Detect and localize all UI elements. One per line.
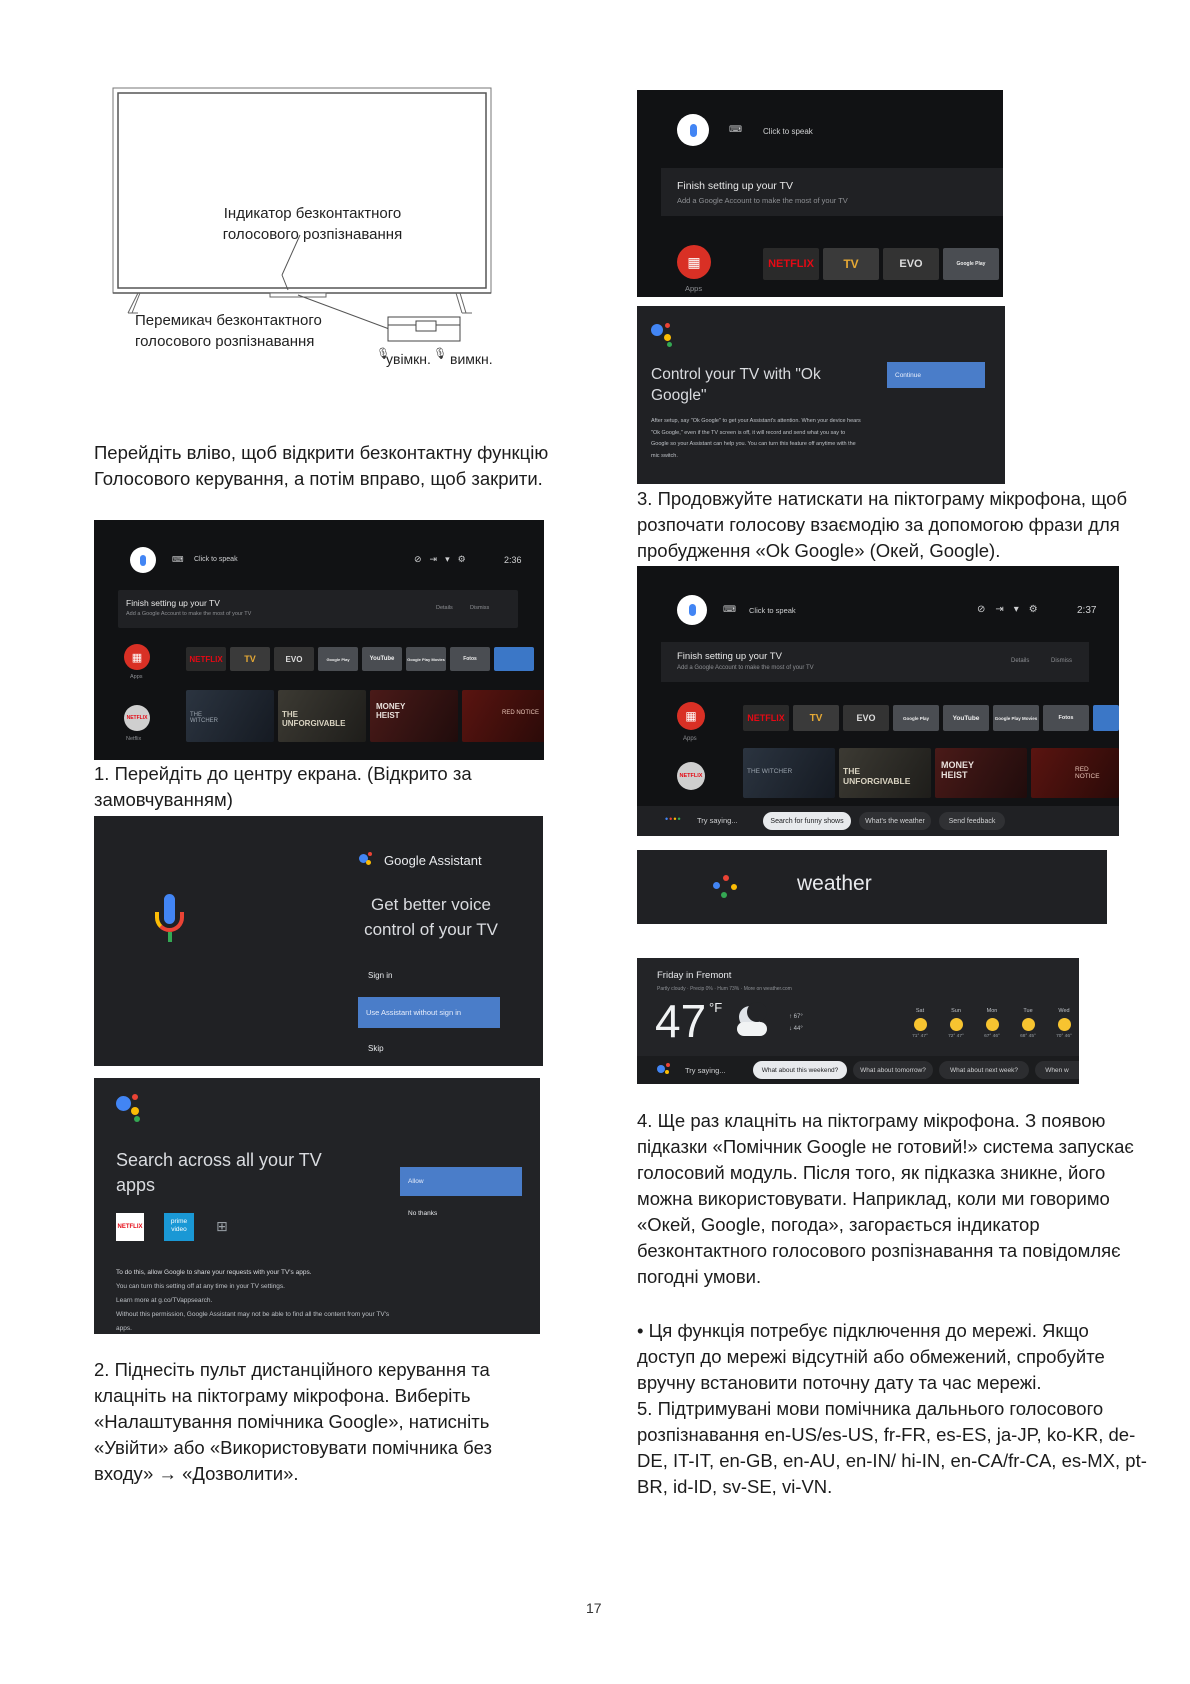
- app-tile-youtube[interactable]: YouTube: [362, 647, 402, 671]
- poster-money-heist[interactable]: MONEY HEIST: [370, 690, 458, 742]
- finish-sub: Add a Google Account to make the most of your TV: [126, 611, 252, 617]
- app-tile-evo[interactable]: EVO: [843, 705, 889, 731]
- app-tile-tv[interactable]: TV: [823, 248, 879, 280]
- netflix-icon[interactable]: NETFLIX: [124, 705, 150, 731]
- app-tile-fotos[interactable]: Fotos: [450, 647, 490, 671]
- forecast-row: [903, 1008, 1079, 1048]
- clock: 2:36: [504, 555, 522, 565]
- app-tile-evo[interactable]: EVO: [274, 647, 314, 671]
- step4-paragraph: 4. Ще раз клацніть на піктограму мікрофона. З появою підказки «Помічник Google не готовий!» система запускає голосовий модуль. Після того, як підказка зникне, його можна використовувати. Наприклад, коли ми говоримо «Окей, Google, погода», загорається індикатор безконтактного голосового розпізнавання та повідомляє погодні умови.: [637, 1110, 1134, 1287]
- app-tile-play[interactable]: Google Play: [943, 248, 999, 280]
- chip-when[interactable]: When w: [1035, 1061, 1079, 1079]
- home-screen-2: [637, 566, 1119, 836]
- allow-button[interactable]: Allow: [400, 1167, 522, 1196]
- details-button[interactable]: Details: [1011, 658, 1030, 664]
- assistant-dot-red: [368, 852, 372, 856]
- app-tile-youtube[interactable]: YouTube: [943, 705, 989, 731]
- ok-google-headline: Control your TV with "Ok Google": [651, 366, 821, 404]
- forecast-day: [975, 1008, 1009, 1039]
- apps-label: Apps: [130, 674, 143, 680]
- dismiss-button[interactable]: Dismiss: [1051, 658, 1072, 664]
- finish-setup-card[interactable]: [118, 590, 518, 628]
- svg-text:🎙: 🎙: [376, 347, 390, 360]
- click-to-speak: Click to speak: [749, 606, 796, 615]
- forecast-day-name: Mon: [986, 1008, 998, 1014]
- status-icons: ⊘⇥▾⚙: [977, 604, 1048, 615]
- sun-icon: [986, 1018, 999, 1031]
- poster-red-notice[interactable]: RED NOTICE: [462, 690, 544, 742]
- continue-button[interactable]: Continue: [887, 362, 985, 388]
- signin-headline: Get better voice control of your TV: [364, 895, 498, 939]
- status-icons: ⊘⇥▾⚙: [414, 554, 474, 564]
- click-to-speak: Click to speak: [194, 556, 238, 563]
- assistant-dot-red: [666, 1063, 670, 1067]
- app-tile-netflix[interactable]: NETFLIX: [743, 705, 789, 731]
- assistant-dot-blue: [651, 324, 663, 336]
- finish-title: Finish setting up your TV: [126, 598, 220, 608]
- app-tile-movies[interactable]: Google Play Movies: [406, 647, 446, 671]
- mic-icon: [689, 604, 696, 616]
- forecast-day-name: Wed: [1058, 1008, 1070, 1014]
- details-button[interactable]: Details: [436, 605, 453, 611]
- weather-query-bar: [637, 850, 1107, 924]
- click-to-speak: Click to speak: [763, 127, 813, 136]
- netflix-label: Netflix: [126, 736, 142, 742]
- skip-button[interactable]: Skip: [368, 1044, 384, 1053]
- chip-weather[interactable]: What's the weather: [859, 812, 931, 830]
- assistant-signin-screen: [94, 816, 543, 1066]
- assistant-dots-icon: ••••: [665, 814, 682, 824]
- netflix-app-logo: NETFLIX: [116, 1213, 144, 1241]
- keyboard-icon: ⌨: [729, 124, 742, 134]
- poster-money-heist[interactable]: MONEY HEIST: [935, 748, 1027, 798]
- home-screen-1: [94, 520, 544, 760]
- no-thanks-button[interactable]: No thanks: [408, 1210, 438, 1217]
- clock: 2:37: [1077, 605, 1097, 616]
- apps-icon[interactable]: ▦: [124, 644, 150, 670]
- body-line-3: Learn more at g.co/TVappsearch.: [116, 1297, 213, 1304]
- app-tile-play[interactable]: Google Play: [893, 705, 939, 731]
- forecast-day: [939, 1008, 973, 1039]
- dismiss-button[interactable]: Dismiss: [470, 605, 490, 611]
- step3-paragraph: 3. Продовжуйте натискати на піктограму мікрофона, щоб розпочати голосову взаємодію за допомогою фрази для пробудження «Ok Google» (Окей, Google).: [637, 488, 1128, 561]
- mic-button[interactable]: [677, 114, 709, 146]
- app-tile-netflix[interactable]: NETFLIX: [186, 647, 226, 671]
- app-tile-movies[interactable]: Google Play Movies: [993, 705, 1039, 731]
- chip-tomorrow[interactable]: What about tomorrow?: [853, 1061, 933, 1079]
- temp-high: ↑ 67°: [789, 1014, 803, 1020]
- assistant-dot-yellow: [664, 334, 671, 341]
- assistant-dot-blue: [713, 882, 720, 889]
- app-tile-evo[interactable]: EVO: [883, 248, 939, 280]
- prime-video-logo: prime video: [164, 1213, 194, 1241]
- chip-next-week[interactable]: What about next week?: [939, 1061, 1029, 1079]
- weather-card: [637, 958, 1079, 1084]
- page-number: 17: [586, 1600, 602, 1616]
- finish-sub: Add a Google Account to make the most of your TV: [677, 196, 848, 205]
- chip-feedback[interactable]: Send feedback: [939, 812, 1005, 830]
- mic-icon: [140, 555, 146, 566]
- finish-setup-card[interactable]: [661, 642, 1089, 682]
- app-tile-tv[interactable]: TV: [230, 647, 270, 671]
- app-tile-netflix[interactable]: NETFLIX: [763, 248, 819, 280]
- forecast-day-name: Tue: [1023, 1008, 1033, 1014]
- on-label: увімкн.: [386, 351, 431, 367]
- assistant-dot-yellow: [131, 1107, 139, 1115]
- mic-button[interactable]: [130, 547, 156, 573]
- try-saying-bar: [637, 806, 1119, 836]
- poster-red-notice[interactable]: RED NOTICE: [1031, 748, 1119, 798]
- step2-paragraph: 2. Піднесіть пульт дистанційного керування та клацніть на піктограму мікрофона. Виберіть «Налаштування помічника Google», натисніть «Увійти» або «Використовувати помічника без входу» → «Дозволити».: [94, 1359, 492, 1484]
- weather-sub: Partly cloudy · Precip 0% · Hum 73% · More on weather.com: [657, 986, 792, 992]
- app-tile-more[interactable]: [1093, 705, 1119, 731]
- forecast-temps: 72° 47°: [948, 1034, 964, 1039]
- sun-icon: [1058, 1018, 1071, 1031]
- current-temp: 47: [655, 995, 707, 1047]
- forecast-temps: 67° 46°: [984, 1034, 1000, 1039]
- assistant-dot-red: [132, 1094, 138, 1100]
- app-tile-more[interactable]: [494, 647, 534, 671]
- body-line-4: Without this permission, Google Assistant may not be able to find all the content from your TV's apps.: [116, 1311, 390, 1332]
- network-note: • Ця функція потребує підключення до мережі. Якщо доступ до мережі відсутній або обмежений, спробуйте вручну встановити поточну дату та час мережі.: [637, 1320, 1105, 1393]
- assistant-dot-blue: [657, 1065, 665, 1073]
- finish-setup-card[interactable]: [661, 168, 1003, 216]
- search-apps-headline: Search across all your TV apps: [116, 1150, 322, 1195]
- app-tile-tv[interactable]: TV: [793, 705, 839, 731]
- keyboard-icon: ⌨: [723, 604, 736, 614]
- assistant-dot-green: [134, 1116, 140, 1122]
- keyboard-icon: ⌨: [172, 555, 184, 564]
- assistant-dot-yellow: [665, 1070, 669, 1074]
- assistant-dot-red: [665, 323, 670, 328]
- switch-label: Перемикач безконтактного голосового розпізнавання: [135, 312, 322, 350]
- poster-row: [186, 690, 544, 742]
- weather-query-text: weather: [797, 872, 872, 895]
- assistant-dot-yellow: [366, 860, 371, 865]
- ok-google-screen: [637, 306, 1005, 484]
- ok-google-body: After setup, say "Ok Google" to get your Assistant's attention. When your device hears "Ok Google," even if the TV screen is off, it will record and send what you say to Google so your Assistant can help you. You can turn this feature off anytime with the mic switch.: [651, 418, 861, 459]
- poster-row: [743, 748, 1119, 798]
- sun-icon: [1022, 1018, 1035, 1031]
- indicator-label: Індикатор безконтактного голосового розпізнавання: [222, 205, 403, 243]
- assistant-dot-green: [667, 342, 672, 347]
- weather-title: Friday in Fremont: [657, 970, 732, 981]
- assistant-dot-red: [723, 875, 729, 881]
- step5-paragraph: 5. Підтримувані мови помічника дальнього голосового розпізнавання en-US/es-US, fr-FR, es-ES, ja-JP, ko-KR, de-DE, IT-IT, en-GB, en-AU, en-IN/ hi-IN, en-CA/fr-CA, es-MX, pt-BR, id-ID, sv-SE, vi-VN.: [637, 1398, 1147, 1497]
- sun-icon: [950, 1018, 963, 1031]
- search-apps-screen: [94, 1078, 540, 1334]
- app-tile-play[interactable]: Google Play: [318, 647, 358, 671]
- forecast-day-name: Sun: [951, 1008, 961, 1014]
- poster-unforgivable[interactable]: THE UNFORGIVABLE: [278, 690, 366, 742]
- assistant-dot-green: [721, 892, 727, 898]
- mic-icon-large: [152, 894, 188, 950]
- mic-icon: [690, 124, 697, 137]
- forecast-temps: 70° 46°: [1056, 1034, 1072, 1039]
- step1-paragraph: 1. Перейдіть до центру екрана. (Відкрито за замовчуванням): [94, 763, 472, 810]
- poster-witcher[interactable]: THE WITCHER: [743, 748, 835, 798]
- assistant-dot-yellow: [731, 884, 737, 890]
- apps-label: Apps: [683, 736, 697, 742]
- finish-title: Finish setting up your TV: [677, 651, 782, 662]
- forecast-day: [903, 1008, 937, 1039]
- forecast-day: [1011, 1008, 1045, 1039]
- apps-icon[interactable]: ▦: [677, 245, 711, 279]
- weather-try-bar: [637, 1056, 1079, 1084]
- netflix-icon[interactable]: NETFLIX: [677, 762, 705, 790]
- temp-low: ↓ 44°: [789, 1026, 803, 1032]
- apps-label: Apps: [685, 284, 703, 293]
- more-apps-icon: ⊞: [216, 1218, 228, 1234]
- intro-paragraph: Перейдіть вліво, щоб відкрити безконтактну функцію Голосового керування, а потім вправо, щоб закрити.: [94, 442, 549, 489]
- forecast-temps: 71° 47°: [912, 1034, 928, 1039]
- poster-witcher[interactable]: THE WITCHER: [186, 690, 274, 742]
- click-to-speak-screen: [637, 90, 1003, 297]
- try-saying-label: Try saying...: [685, 1066, 726, 1075]
- finish-sub: Add a Google Account to make the most of your TV: [677, 665, 814, 671]
- finish-title: Finish setting up your TV: [677, 180, 793, 192]
- body-line-2: You can turn this setting off at any time in your TV settings.: [116, 1283, 285, 1290]
- assistant-brand: Google Assistant: [384, 853, 482, 868]
- sun-icon: [914, 1018, 927, 1031]
- poster-unforgivable[interactable]: THE UNFORGIVABLE: [839, 748, 931, 798]
- forecast-temps: 68° 45°: [1020, 1034, 1036, 1039]
- use-without-signin-button[interactable]: Use Assistant without sign in: [358, 997, 500, 1028]
- off-label: вимкн.: [450, 351, 493, 367]
- svg-text:🎙: 🎙: [433, 347, 447, 360]
- app-tile-fotos[interactable]: Fotos: [1043, 705, 1089, 731]
- search-apps-body: [116, 1266, 406, 1334]
- partly-cloudy-icon: [735, 1004, 775, 1040]
- tv-diagram: [110, 85, 520, 395]
- try-saying-label: Try saying...: [697, 816, 738, 825]
- mic-button[interactable]: [677, 595, 707, 625]
- sign-in-button[interactable]: Sign in: [368, 971, 393, 980]
- forecast-day-name: Sat: [915, 1008, 925, 1014]
- body-line-1: To do this, allow Google to share your requests with your TV's apps.: [116, 1269, 312, 1276]
- assistant-dot-blue: [116, 1096, 131, 1111]
- chip-this-weekend[interactable]: What about this weekend?: [753, 1061, 847, 1079]
- forecast-day: [1047, 1008, 1079, 1039]
- apps-icon[interactable]: ▦: [677, 702, 705, 730]
- chip-funny-shows[interactable]: Search for funny shows: [763, 812, 851, 830]
- temp-unit: °F: [709, 1000, 723, 1015]
